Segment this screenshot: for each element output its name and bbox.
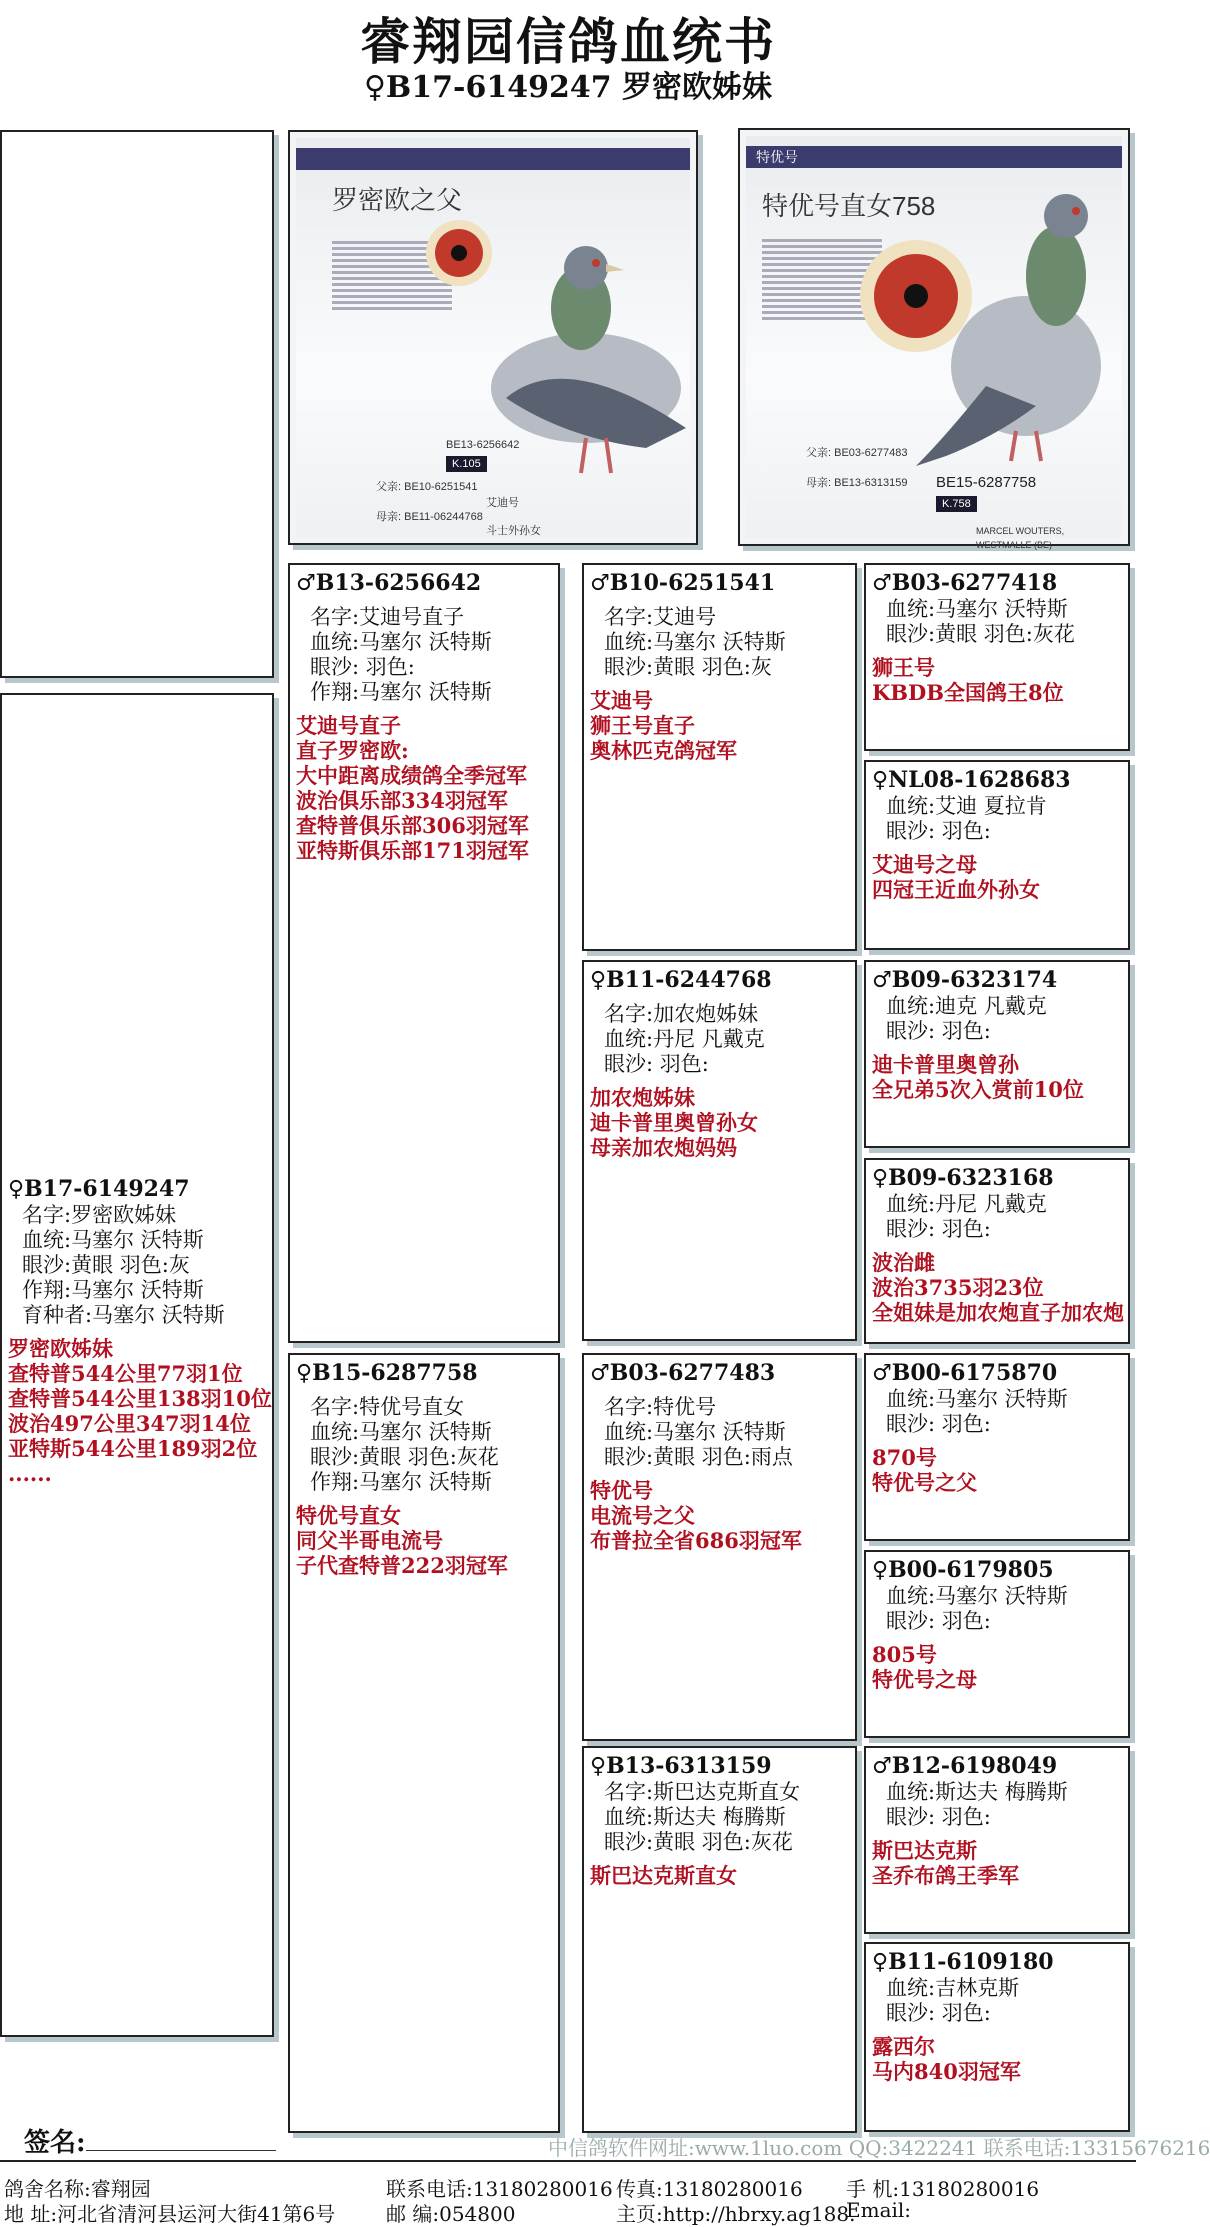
subject-id: ♀B17-6149247 [8,1176,190,1202]
card-field: 眼沙: 羽色: [886,1805,991,1829]
gen3-card-8 [864,1942,1130,2132]
card-field: 眼沙: 羽色: [604,1052,709,1076]
gen3-card-6 [864,1550,1130,1738]
card-note: 波治雌 [872,1250,935,1275]
page-subtitle: ♀B17-6149247 罗密欧姊妹 [363,70,773,105]
card-field: 眼沙:黄眼 羽色:灰花 [886,622,1075,646]
footer-fax: 传真:13180280016 [616,2177,803,2201]
card-note: 狮王号直子 [590,713,695,738]
card-id: ♀B13-6313159 [590,1753,772,1779]
card-field: 血统:丹尼 凡戴克 [604,1027,765,1051]
card-note: 露西尔 [872,2034,935,2059]
footer-email: Email: [846,2198,912,2222]
card-field: 血统:马塞尔 沃特斯 [310,1420,492,1444]
card-note: 马内840羽冠军 [872,2059,1021,2084]
signature-label: 签名: [24,2128,86,2158]
gen3-card-5 [864,1353,1130,1541]
card-field: 血统:马塞尔 沃特斯 [22,1228,204,1252]
photo-right-mother: 母亲: BE13-6313159 [806,477,908,489]
card-note: 四冠王近血外孙女 [872,877,1040,902]
card-note: 波治俱乐部334羽冠军 [296,788,508,813]
watermark: 中信鸽软件网址:www.1luo.com QQ:3422241 联系电话:13315676216 [548,2136,1210,2160]
photo-right-ring: BE15-6287758 [936,474,1037,491]
card-id: ♀B15-6287758 [296,1360,478,1386]
card-field: 作翔:马塞尔 沃特斯 [22,1278,204,1302]
card-field: 眼沙:黄眼 羽色:灰 [604,655,772,679]
card-note: 全兄弟5次入赏前10位 [872,1077,1084,1102]
gen3-card-1 [864,563,1130,751]
card-note: 艾迪号 [590,688,653,713]
card-note: 迪卡普里奥曾孙女 [590,1110,758,1135]
card-id: ♀B11-6109180 [872,1949,1054,1975]
card-field: 血统:斯达夫 梅腾斯 [604,1805,786,1829]
card-field: 眼沙:黄眼 羽色:灰 [22,1253,190,1277]
card-note: 波治497公里347羽14位 [8,1411,251,1436]
sire-card [288,563,560,1343]
photo-left-ring: BE13-6256642 [446,439,520,451]
card-field: 名字:艾迪号 [604,605,717,629]
card-field: 名字:特优号直女 [310,1395,465,1419]
card-field: 眼沙: 羽色: [886,1412,991,1436]
card-field: 眼沙: 羽色: [886,1019,991,1043]
gen3-card-7 [864,1746,1130,1934]
card-note: 亚特斯544公里189羽2位 [8,1436,258,1461]
card-note: 电流号之父 [590,1503,695,1528]
card-note: 查特普俱乐部306羽冠军 [296,813,529,838]
card-field: 眼沙: 羽色: [310,655,415,679]
card-note: 870号 [872,1445,937,1470]
card-field: 作翔:马塞尔 沃特斯 [310,680,492,704]
card-field: 眼沙:黄眼 羽色:灰花 [310,1445,499,1469]
card-field: 眼沙: 羽色: [886,819,991,843]
eye-closeup-icon [856,236,976,356]
card-note: 罗密欧姊妹 [8,1336,113,1361]
card-id: ♂B03-6277418 [872,570,1058,596]
card-note: KBDB全国鸽王8位 [872,680,1064,705]
card-note: 特优号 [590,1478,653,1503]
card-note: 直子罗密欧: [296,738,409,763]
page-title: 睿翔园信鸽血统书 [360,12,776,71]
photo-right-band: 特优号 [746,146,1122,168]
card-id: ♀NL08-1628683 [872,767,1071,793]
card-note: 波治3735羽23位 [872,1275,1044,1300]
dam-card [288,1353,560,2133]
photo-left-mother: 母亲: BE11-06244768 [376,511,483,523]
card-id: ♂B10-6251541 [590,570,776,596]
card-note: 大中距离成绩鸽全季冠军 [296,763,527,788]
card-field: 作翔:马塞尔 沃特斯 [310,1470,492,1494]
footer-divider [0,2160,1136,2162]
card-note: 迪卡普里奥曾孙 [872,1052,1019,1077]
photo-left-ring-tag: K.105 [446,456,487,472]
card-field: 育种者:马塞尔 沃特斯 [22,1303,225,1327]
photo-left-father: 父亲: BE10-6251541 [376,481,478,493]
card-note: 斯巴达克斯直女 [590,1863,737,1888]
signature-line[interactable] [86,2150,276,2151]
card-field: 血统:迪克 凡戴克 [886,994,1047,1018]
card-note: 特优号直女 [296,1503,401,1528]
card-field: 名字:特优号 [604,1395,717,1419]
card-note: 加农炮姊妹 [590,1085,695,1110]
photo-right-footer: MARCEL WOUTERS, WESTMALLE (BE) [976,526,1065,550]
card-note: 母亲加农炮妈妈 [590,1135,737,1160]
card-id: ♀B09-6323168 [872,1165,1054,1191]
card-field: 血统:马塞尔 沃特斯 [310,630,492,654]
card-field: 眼沙:黄眼 羽色:灰花 [604,1830,793,1854]
card-note: 奥林匹克鸽冠军 [590,738,737,763]
card-field: 名字:罗密欧姊妹 [22,1203,177,1227]
card-field: 血统:马塞尔 沃特斯 [604,1420,786,1444]
footer-mobile: 手 机:13180280016 [846,2177,1040,2201]
card-note: 查特普544公里138羽10位 [8,1386,272,1411]
card-field: 眼沙: 羽色: [886,2001,991,2025]
photo-right [738,128,1130,550]
card-note: 查特普544公里77羽1位 [8,1361,243,1386]
footer-name: 鸽舍名称:睿翔园 [4,2177,151,2201]
card-id: ♂B00-6175870 [872,1360,1058,1386]
card-field: 血统:吉林克斯 [886,1976,1020,2000]
card-note: 布普拉全省686羽冠军 [590,1528,802,1553]
card-id: ♂B09-6323174 [872,967,1058,993]
footer-phone: 联系电话:13180280016 [386,2177,613,2201]
gen3-card-2 [864,760,1130,950]
photo-right-father: 父亲: BE03-6277483 [806,447,908,459]
grandsire-paternal-card [582,563,857,951]
card-id: ♀B00-6179805 [872,1557,1054,1583]
card-field: 血统:马塞尔 沃特斯 [886,1584,1068,1608]
card-note: 艾迪号之母 [872,852,977,877]
card-note: 斯巴达克斯 [872,1838,977,1863]
granddam-paternal-card [582,960,857,1341]
card-id: ♀B11-6244768 [590,967,772,993]
card-field: 血统:马塞尔 沃特斯 [886,597,1068,621]
card-note: 特优号之父 [872,1470,977,1495]
card-field: 血统:斯达夫 梅腾斯 [886,1780,1068,1804]
card-note: ...... [8,1461,52,1486]
card-field: 名字:艾迪号直子 [310,605,465,629]
card-field: 血统:艾迪 夏拉肯 [886,794,1047,818]
photo-left-mother-name: 斗士外孙女 [486,525,541,537]
card-field: 名字:斯巴达克斯直女 [604,1780,801,1804]
card-note: 子代查特普222羽冠军 [296,1553,508,1578]
eye-closeup-icon [424,218,494,288]
photo-left [288,130,698,545]
granddam-maternal-card [582,1746,857,2133]
card-field: 眼沙: 羽色: [886,1609,991,1633]
card-field: 血统:马塞尔 沃特斯 [886,1387,1068,1411]
card-field: 眼沙: 羽色: [886,1217,991,1241]
card-id: ♂B13-6256642 [296,570,482,596]
card-id: ♂B03-6277483 [590,1360,776,1386]
gen3-card-4 [864,1158,1130,1344]
footer-address: 地 址:河北省清河县运河大街41第6号 [4,2202,336,2226]
card-field: 血统:马塞尔 沃特斯 [604,630,786,654]
card-field: 血统:丹尼 凡戴克 [886,1192,1047,1216]
photo-left-band [296,148,690,170]
photo-right-ring-tag: K.758 [936,496,977,512]
card-note: 全姐妹是加农炮直子加农炮 [872,1300,1124,1325]
card-note: 狮王号 [872,655,935,680]
card-note: 805号 [872,1642,937,1667]
photo-left-father-name: 艾迪号 [486,497,519,509]
card-field: 名字:加农炮姊妹 [604,1002,759,1026]
grandsire-maternal-card [582,1353,857,1741]
subject-card [0,693,274,2037]
left-empty-box [0,130,274,678]
card-note: 特优号之母 [872,1667,977,1692]
card-note: 同父半哥电流号 [296,1528,443,1553]
card-id: ♂B12-6198049 [872,1753,1058,1779]
footer-homepage[interactable]: 主页:http://hbrxy.ag188. [616,2202,856,2226]
card-note: 艾迪号直子 [296,713,401,738]
gen3-card-3 [864,960,1130,1148]
card-note: 亚特斯俱乐部171羽冠军 [296,838,529,863]
card-note: 圣乔布鸽王季军 [872,1863,1019,1888]
photo-right-title: 特优号直女758 [762,191,936,221]
photo-left-title: 罗密欧之父 [332,185,463,215]
card-field: 眼沙:黄眼 羽色:雨点 [604,1445,793,1469]
footer-postcode: 邮 编:054800 [386,2202,516,2226]
